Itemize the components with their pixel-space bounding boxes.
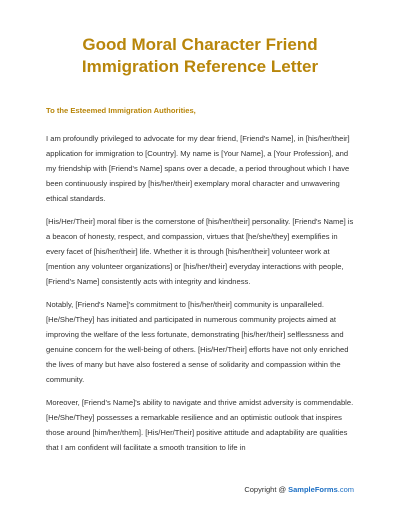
brand-logo[interactable]: SampleForms.com bbox=[288, 485, 354, 494]
paragraph-3: Notably, [Friend's Name]'s commitment to [his/her/their] community is unparalleled. [He/She/They] has initiated and participated in numerous community projects aimed at improving the welfare of the less fortunate, demonstrating [his/her/their] selflessness and genuine concern for the well-being of others. [His/Her/Their] efforts have not only enriched the lives of many but have also fostered a sense of solidarity and compassion within the community. bbox=[46, 300, 349, 384]
letter-body bbox=[46, 105, 354, 463]
title-line-2: Immigration Reference Letter bbox=[81, 57, 319, 76]
letter-title bbox=[30, 34, 370, 78]
paragraph-1: I am profoundly privileged to advocate for my dear friend, [Friend's Name], in [his/her/their] application for immigration to [Country]. My name is [Your Name], a [Your Profession], and my friendship with [Friend's Name] spans over a decade, a period throughout which I have been continuously inspired by [his/her/their] exemplary moral character and unwavering ethical standards. bbox=[46, 134, 350, 203]
title-line-1: Good Moral Character Friend bbox=[82, 35, 318, 54]
copyright-text: Copyright @ bbox=[244, 485, 287, 494]
footer-credit bbox=[244, 485, 354, 494]
paragraph-4: Moreover, [Friend's Name]'s ability to navigate and thrive amidst adversity is commendable. [He/She/They] possesses a remarkable resilience and an optimistic outlook that inspires those around [him/her/them]. [His/Her/Their] positive attitude and adaptability are qualities that I am confident will facilitate a smooth transition to life in bbox=[46, 398, 354, 452]
paragraph-2: [His/Her/Their] moral fiber is the cornerstone of [his/her/their] personality. [Friend's Name] is a beacon of honesty, respect, and compassion, virtues that [he/she/they] exemplifies in every facet of [his/her/their] life. Whether it is through [his/her/their] volunteer work at [mention any volunteer organizations] or [his/her/their] everyday interactions with people, [Friend's Name] consistently acts with integrity and kindness. bbox=[46, 217, 354, 286]
salutation: To the Esteemed Immigration Authorities, bbox=[46, 106, 196, 115]
